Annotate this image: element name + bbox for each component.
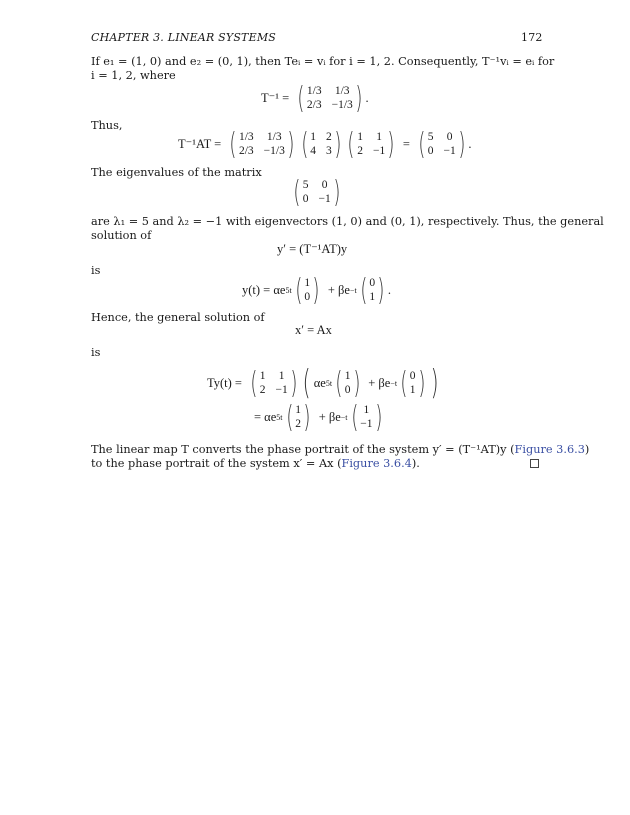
vector: ( 1 0 ) bbox=[335, 365, 360, 401]
period: . bbox=[387, 282, 392, 297]
vector-entry: 1 bbox=[409, 384, 416, 396]
matrix-entry: −1 bbox=[372, 145, 386, 157]
matrix: ( 5 0 0 −1 ) bbox=[293, 174, 341, 210]
matrix: ( 1 1 2 −1 ) bbox=[347, 126, 395, 162]
equation-y-prime bbox=[277, 241, 347, 257]
running-header: CHAPTER 3. LINEAR SYSTEMS bbox=[91, 31, 277, 44]
vector: ( 0 1 ) bbox=[400, 365, 425, 401]
matrix-entry: 4 bbox=[310, 145, 317, 157]
equation-t-inverse bbox=[261, 82, 369, 114]
exponent: 5t bbox=[325, 378, 333, 388]
exponent: −t bbox=[340, 412, 348, 422]
matrix-entry: −1 bbox=[318, 193, 331, 205]
equals-sign: = bbox=[402, 136, 410, 151]
matrix-entry: 0 bbox=[302, 193, 309, 205]
vector-entry: 0 bbox=[409, 370, 416, 382]
matrix-entry: 1 bbox=[278, 370, 285, 382]
matrix-entry: 1/3 bbox=[334, 85, 350, 97]
eq-text: + βe bbox=[318, 409, 341, 424]
vector: ( 1 0 ) bbox=[295, 272, 320, 308]
matrix-entry: 2 bbox=[326, 131, 332, 143]
eq-text: αe bbox=[313, 375, 326, 390]
body-text-line: If e₁ = (1, 0) and e₂ = (0, 1), then Teᵢ = vᵢ for i = 1, 2. Consequently, T⁻¹vᵢ = eᵢ for bbox=[91, 55, 555, 68]
figure-link[interactable]: Figure 3.6.3 bbox=[514, 443, 585, 456]
body-text-line bbox=[91, 443, 589, 457]
matrix-entry: −1/3 bbox=[263, 145, 285, 157]
vector: ( 0 1 ) bbox=[360, 272, 385, 308]
matrix-entry: −1/3 bbox=[331, 99, 353, 111]
page-number: 172 bbox=[521, 31, 543, 44]
qed-box-icon bbox=[530, 459, 539, 468]
text-segment: to the phase portrait of the system x′ = Ax ( bbox=[91, 457, 342, 470]
exponent: −t bbox=[390, 378, 398, 388]
matrix-entry: 5 bbox=[427, 131, 434, 143]
vector: ( 1 2 ) bbox=[285, 399, 311, 435]
period: . bbox=[468, 136, 472, 151]
vector-entry: 1 bbox=[363, 404, 370, 416]
matrix-entry: 1 bbox=[259, 370, 266, 382]
body-text-line: i = 1, 2, where bbox=[91, 69, 176, 82]
matrix-entry: 0 bbox=[446, 131, 453, 143]
exponent: 5t bbox=[276, 412, 283, 422]
matrix-entry: −1 bbox=[275, 384, 288, 396]
vector-entry: 0 bbox=[344, 384, 351, 396]
matrix-entry: 3 bbox=[326, 145, 332, 157]
body-text-line: Hence, the general solution of bbox=[91, 311, 265, 324]
body-text-line: solution of bbox=[91, 229, 152, 242]
eq-text: y′ = (T⁻¹AT)y bbox=[277, 242, 348, 256]
body-text-line bbox=[91, 457, 420, 471]
matrix-entry: 1 bbox=[310, 131, 317, 143]
matrix-entry: 1 bbox=[376, 131, 382, 143]
matrix-entry: 1/3 bbox=[238, 131, 254, 143]
vector-entry: 0 bbox=[369, 277, 376, 289]
body-text-line: are λ₁ = 5 and λ₂ = −1 with eigenvectors (1, 0) and (0, 1), respectively. Thus, the general bbox=[91, 215, 604, 228]
vector-entry: 1 bbox=[295, 404, 301, 416]
equation-y-solution bbox=[242, 274, 391, 306]
matrix-entry: 2/3 bbox=[306, 99, 322, 111]
matrix: ( 1/3 1/3 2/3 −1/3 ) bbox=[297, 80, 363, 116]
text-segment: ). bbox=[411, 457, 420, 470]
matrix: ( 1 2 4 3 ) bbox=[300, 126, 342, 162]
eq-label: T⁻¹AT = bbox=[178, 137, 222, 151]
eq-label: T⁻¹ = bbox=[261, 91, 290, 105]
body-text-line: is bbox=[91, 264, 101, 277]
eq-text: x′ = Ax bbox=[295, 322, 332, 337]
equation-x-prime bbox=[295, 322, 332, 338]
matrix-entry: 1/3 bbox=[266, 131, 282, 143]
equation-ty-result bbox=[254, 400, 385, 434]
exponent: 5t bbox=[285, 285, 292, 295]
matrix-entry: 2 bbox=[357, 145, 363, 157]
vector-entry: 1 bbox=[369, 291, 376, 303]
eq-text: + βe bbox=[327, 282, 350, 297]
matrix-entry: 0 bbox=[427, 145, 434, 157]
equation-diagonal-matrix bbox=[290, 176, 343, 208]
equation-similarity bbox=[178, 128, 472, 160]
text-segment: ) bbox=[584, 443, 590, 456]
period: . bbox=[365, 90, 369, 105]
matrix: ( 1 1 2 −1 ) bbox=[250, 365, 298, 401]
matrix: ( 5 0 0 −1 ) bbox=[418, 126, 466, 162]
matrix-entry: −1 bbox=[443, 145, 456, 157]
vector: ( 1 −1 ) bbox=[350, 399, 382, 435]
eq-text: y(t) = αe bbox=[242, 282, 286, 297]
body-text-line: is bbox=[91, 346, 101, 359]
vector-entry: 1 bbox=[304, 277, 311, 289]
matrix: ( 1/3 1/3 2/3 −1/3 ) bbox=[229, 126, 295, 162]
matrix-entry: 1 bbox=[357, 131, 363, 143]
matrix-entry: 2/3 bbox=[238, 145, 254, 157]
vector-entry: −1 bbox=[360, 418, 373, 430]
eq-text: Ty(t) = bbox=[207, 375, 242, 390]
eq-text: + βe bbox=[368, 375, 391, 390]
text-segment: The linear map T converts the phase portrait of the system y′ = (T⁻¹AT)y ( bbox=[91, 443, 515, 456]
equation-ty-solution: Ty(t) = ( 1 1 2 −1 ) ( αe 5t ( 1 0 ) + βe −t ( 0 1 ) ) bbox=[207, 363, 439, 403]
body-text-line: Thus, bbox=[91, 119, 123, 132]
matrix-entry: 1/3 bbox=[306, 85, 322, 97]
body-text-line: The eigenvalues of the matrix bbox=[91, 166, 262, 179]
exponent: −t bbox=[349, 285, 357, 295]
vector-entry: 2 bbox=[295, 418, 301, 430]
matrix-entry: 5 bbox=[302, 179, 309, 191]
figure-link[interactable]: Figure 3.6.4 bbox=[341, 457, 412, 470]
eq-text: = αe bbox=[254, 409, 277, 424]
vector-entry: 0 bbox=[304, 291, 311, 303]
matrix-entry: 2 bbox=[259, 384, 266, 396]
matrix-entry: 0 bbox=[321, 179, 328, 191]
vector-entry: 1 bbox=[344, 370, 351, 382]
